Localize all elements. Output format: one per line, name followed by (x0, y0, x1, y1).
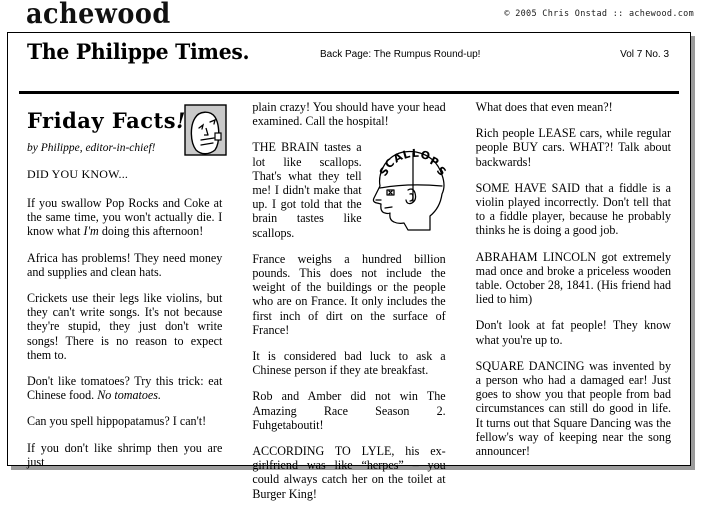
headline-text: Friday Facts (27, 108, 177, 133)
scallops-letter: P (427, 154, 441, 170)
column-left (19, 100, 230, 481)
copyright-notice: © 2005 Chris Onstad :: achewood.com (504, 9, 694, 19)
scallops-head-diagram (368, 142, 454, 238)
masthead-divider-rule (19, 91, 679, 94)
paragraph: plain crazy! You should have your head examined. Call the hospital! (252, 100, 446, 129)
paragraph: Rob and Amber did not win The Amazing Race Season 2. Fuhgetaboutit! (252, 389, 446, 432)
newspaper-page (7, 32, 691, 501)
paragraph: If you don't like shrimp then you are just (27, 440, 223, 469)
paragraph: THE BRAIN tastes a lot like scallops. That's what they tell me! I didn't make that up. I got told that the brain tastes like scallops. (252, 140, 362, 240)
paragraph: Africa has problems! They need money and supplies and clean hats. (27, 250, 223, 279)
column-right (468, 100, 679, 470)
paragraph: France weighs a hundred billion pounds. This does not include the weight of the buildings or the people who are on France. It only includes the first inch of dirt on the surface of France! (252, 251, 446, 337)
scallops-letter: S (433, 164, 449, 180)
paragraph: It is considered bad luck to ask a Chinese person if they ate breakfast. (252, 349, 446, 378)
scallops-letter: A (390, 150, 405, 167)
paragraph: ABRAHAM LINCOLN got extremely mad once and broke a priceless wooden table. October 28, 1841. (His friend had lied to him) (475, 249, 671, 307)
paragraph: SQUARE DANCING was invented by a person who had a damaged ear! Just goes to show you that people from bad circumstances can still do good in life. It turns out that Square Dancing was the fellow's way of keeping near the song announcer! (475, 358, 671, 459)
paragraph: What does that even mean?! (475, 100, 613, 114)
article-intro-line: DID YOU KNOW... (27, 167, 129, 182)
paragraph: Don't like tomatoes? Try this trick: eat Chinese food. No tomatoes. (27, 374, 223, 403)
paragraph: Crickets use their legs like violins, but they can't write songs. It's not because they're stupid, they just don't write songs! There is no reason to expect them to. (27, 291, 223, 362)
article-columns (19, 100, 679, 513)
achewood-logo[interactable]: achewood (26, 0, 171, 30)
philippe-portrait (184, 104, 230, 160)
paragraph: Don't look at fat people! They know what you're up to. (475, 318, 671, 347)
scallops-letter: O (419, 148, 431, 164)
masthead (8, 33, 690, 75)
masthead-volume-label: Vol 7 No. 3 (620, 49, 669, 60)
headline-exclamation: ! (176, 108, 186, 133)
site-topbar (0, 0, 708, 30)
scallops-letter: C (381, 156, 397, 172)
paragraph: ACCORDING TO LYLE, his ex-girlfriend was like “herpes” – you could always catch her on the toilet at Burger King! (252, 444, 446, 501)
paragraph: Can you spell hippopatamus? I can't! (27, 414, 207, 429)
scallops-letter: L (400, 147, 412, 163)
paragraph: Rich people LEASE cars, while regular people BUY cars. WHAT?! Talk about backwards! (475, 126, 671, 169)
scallops-letter: S (376, 165, 392, 180)
column-middle (244, 100, 453, 513)
paragraph: SOME HAVE SAID that a fiddle is a violin played incorrectly. Don't tell that to a fiddle player, because he probably thinks he is doing a good job. (475, 180, 671, 238)
paragraph: If you swallow Pop Rocks and Coke at the same time, you won't actually die. I know what I'm doing this afternoon! (27, 196, 223, 239)
article-byline: by Philippe, editor-in-chief! (27, 142, 156, 155)
scallops-letter: L (411, 147, 419, 161)
newspaper-title: The Philippe Times. (27, 39, 250, 64)
masthead-section-label: Back Page: The Rumpus Round-up! (320, 49, 481, 60)
